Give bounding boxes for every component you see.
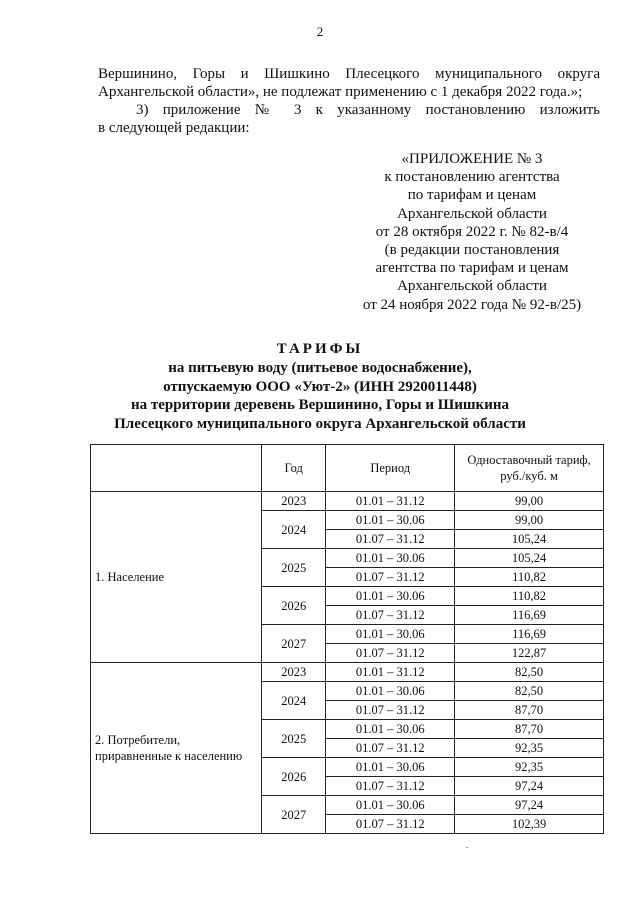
category-cell <box>91 663 262 834</box>
intro-line-4: в следующей редакции: <box>98 120 250 136</box>
table-row <box>91 663 604 682</box>
tariff-table <box>90 444 604 834</box>
header-tariff <box>455 445 604 492</box>
intro-line-1: Вершинино, Горы и Шишкино Плесецкого муниципального округа <box>98 66 600 82</box>
header-tariff-line: Одноставочный тариф, <box>467 453 591 467</box>
tariff-cell: 110,82 <box>455 568 604 587</box>
scan-speck <box>466 847 468 848</box>
period-cell: 01.01 – 30.06 <box>326 511 455 530</box>
title-line: на территории деревень Вершинино, Горы и Шишкина <box>131 397 509 414</box>
appendix-line: к постановлению агентства <box>384 169 560 186</box>
tariff-cell: 102,39 <box>455 815 604 834</box>
appendix-line: от 28 октября 2022 г. № 82-в/4 <box>375 223 569 240</box>
tariff-cell: 99,00 <box>455 492 604 511</box>
year-cell: 2024 <box>262 511 326 549</box>
page-number: 2 <box>316 24 324 39</box>
appendix-line: Архангельской области <box>397 278 547 295</box>
period-cell: 01.01 – 30.06 <box>326 625 455 644</box>
tariff-cell: 87,70 <box>455 720 604 739</box>
period-cell: 01.07 – 31.12 <box>326 701 455 720</box>
header-tariff-line: руб./куб. м <box>500 469 558 483</box>
appendix-header <box>332 150 612 314</box>
year-cell: 2026 <box>262 587 326 625</box>
year-cell: 2026 <box>262 758 326 796</box>
tariff-cell: 97,24 <box>455 796 604 815</box>
title-line: Плесецкого муниципального округа Архангельской области <box>114 416 526 433</box>
year-cell: 2027 <box>262 625 326 663</box>
period-cell: 01.07 – 31.12 <box>326 606 455 625</box>
tariff-cell: 122,87 <box>455 644 604 663</box>
tariff-cell: 105,24 <box>455 549 604 568</box>
period-cell: 01.07 – 31.12 <box>326 815 455 834</box>
year-cell: 2025 <box>262 720 326 758</box>
tariff-cell: 97,24 <box>455 777 604 796</box>
period-cell: 01.01 – 31.12 <box>326 492 455 511</box>
period-cell: 01.01 – 30.06 <box>326 758 455 777</box>
appendix-line: Архангельской области <box>397 205 547 222</box>
tariff-cell: 87,70 <box>455 701 604 720</box>
period-cell: 01.01 – 30.06 <box>326 796 455 815</box>
category-line: приравненные к населению <box>95 749 243 763</box>
period-cell: 01.07 – 31.12 <box>326 739 455 758</box>
document-title <box>0 340 640 434</box>
intro-line-2: Архангельской области», не подлежат применению с 1 декабря 2022 года.»; <box>98 84 583 100</box>
period-cell: 01.07 – 31.12 <box>326 777 455 796</box>
tariff-cell: 105,24 <box>455 530 604 549</box>
period-cell: 01.01 – 30.06 <box>326 720 455 739</box>
header-category <box>91 445 262 492</box>
year-cell: 2023 <box>262 663 326 682</box>
tariff-cell: 92,35 <box>455 739 604 758</box>
period-cell: 01.01 – 31.12 <box>326 663 455 682</box>
header-period: Период <box>326 445 455 492</box>
year-cell: 2024 <box>262 682 326 720</box>
period-cell: 01.07 – 31.12 <box>326 568 455 587</box>
title-line: на питьевую воду (питьевое водоснабжение), <box>168 359 472 376</box>
appendix-line: по тарифам и ценам <box>407 187 537 204</box>
year-cell: 2027 <box>262 796 326 834</box>
appendix-line: «ПРИЛОЖЕНИЕ № 3 <box>401 151 543 167</box>
year-cell: 2025 <box>262 549 326 587</box>
table-row <box>91 492 604 511</box>
period-cell: 01.07 – 31.12 <box>326 530 455 549</box>
tariff-cell: 110,82 <box>455 587 604 606</box>
category-cell: 1. Население <box>91 492 262 663</box>
period-cell: 01.01 – 30.06 <box>326 549 455 568</box>
appendix-line: от 24 ноября 2022 года № 92-в/25) <box>362 296 582 313</box>
tariff-cell: 99,00 <box>455 511 604 530</box>
intro-line-3: 3) приложение № 3 к указанному постановлению изложить <box>136 102 600 118</box>
period-cell: 01.01 – 30.06 <box>326 587 455 606</box>
title-line: отпускаемую ООО «Уют-2» (ИНН 2920011448) <box>163 378 477 395</box>
title-main: ТАРИФЫ <box>276 341 364 357</box>
period-cell: 01.07 – 31.12 <box>326 644 455 663</box>
period-cell: 01.01 – 30.06 <box>326 682 455 701</box>
table-header-row <box>91 445 604 492</box>
tariff-cell: 116,69 <box>455 625 604 644</box>
tariff-cell: 82,50 <box>455 682 604 701</box>
category-line: 2. Потребители, <box>95 733 181 747</box>
header-year: Год <box>262 445 326 492</box>
appendix-line: агентства по тарифам и ценам <box>375 260 569 277</box>
tariff-cell: 82,50 <box>455 663 604 682</box>
tariff-cell: 92,35 <box>455 758 604 777</box>
tariff-cell: 116,69 <box>455 606 604 625</box>
appendix-line: (в редакции постановления <box>384 242 560 259</box>
year-cell: 2023 <box>262 492 326 511</box>
